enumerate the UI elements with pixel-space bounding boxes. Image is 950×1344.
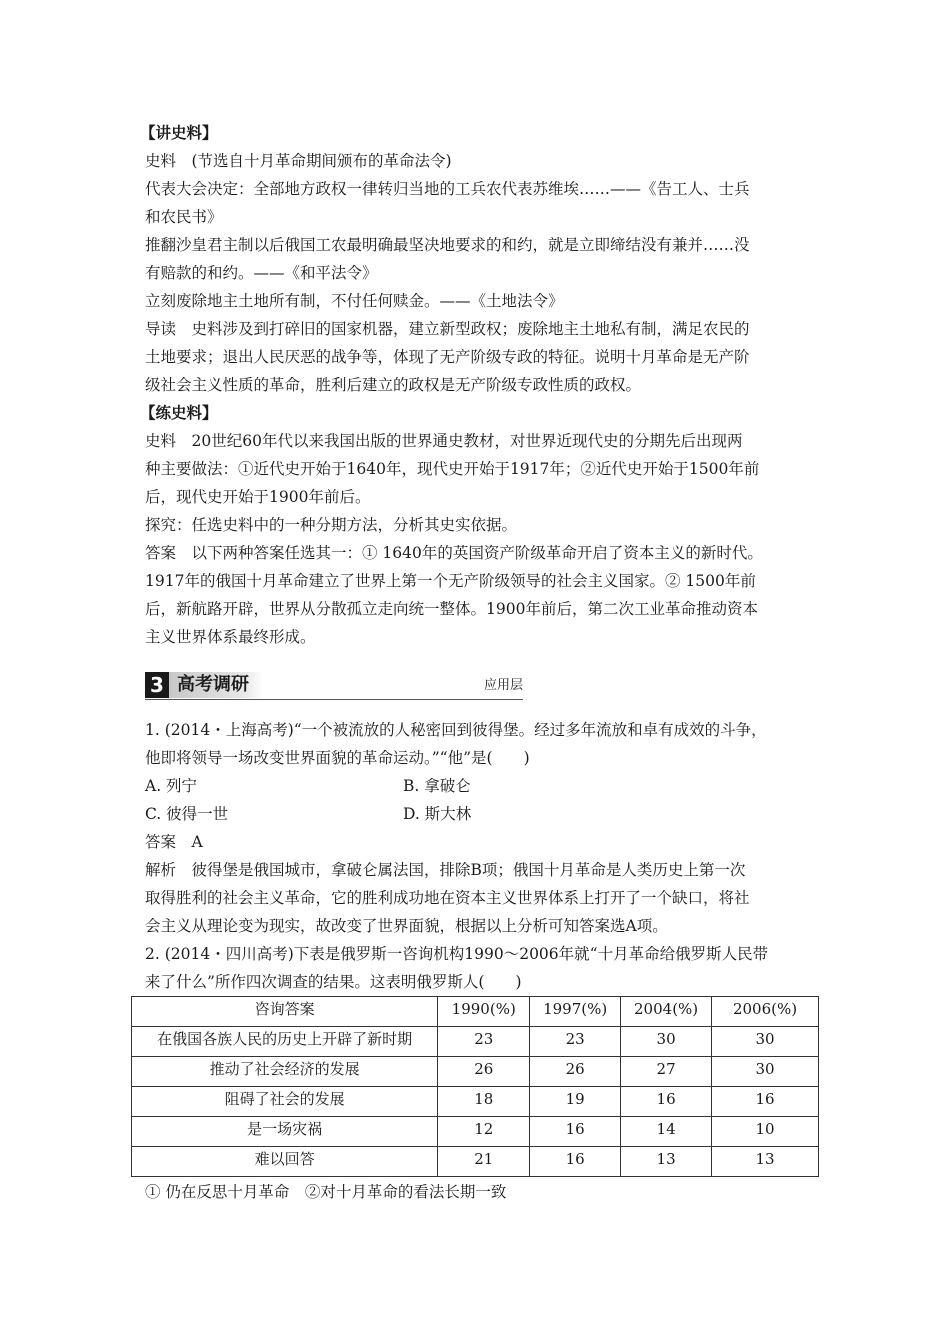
q2-stem-line-1: 2. (2014・四川高考)下表是俄罗斯一咨询机构1990～2006年就“十月革命给俄罗斯人民带: [145, 945, 769, 963]
table-cell: 23: [438, 1027, 530, 1057]
table-header-row: [132, 997, 819, 1027]
section-underline: [145, 699, 523, 700]
q2-footer-options: ① 仍在反思十月革命 ②对十月革命的看法长期一致: [145, 1183, 507, 1201]
table-cell: 16: [530, 1117, 621, 1147]
table-cell: 16: [621, 1087, 712, 1117]
q1-analysis-line-1: 解析 彼得堡是俄国城市，拿破仑属法国，排除B项；俄国十月革命是人类历史上第一次: [145, 861, 746, 879]
table-cell: 30: [712, 1027, 819, 1057]
q1-answer: 答案 A: [145, 833, 203, 851]
table-cell: 在俄国各族人民的历史上开辟了新时期: [132, 1027, 438, 1057]
table-cell: 26: [530, 1057, 621, 1087]
lian-line-4: 探究：任选史料中的一种分期方法，分析其史实依据。: [145, 516, 518, 534]
jiang-line-4: 推翻沙皇君主制以后俄国工农最明确最坚决地要求的和约，就是立即缔结没有兼并……没: [145, 236, 750, 254]
jiang-line-5: 有赔款的和约。——《和平法令》: [145, 264, 378, 282]
section-3-heading: [145, 670, 523, 700]
header-cell: 咨询答案: [132, 997, 438, 1027]
table-cell: 16: [530, 1147, 621, 1177]
section-title: 高考调研: [177, 674, 249, 695]
q1-option-b: B. 拿破仑: [403, 777, 471, 795]
header-cell: 2006(%): [712, 997, 819, 1027]
lian-line-3: 后，现代史开始于1900年前后。: [145, 488, 371, 506]
lian-line-1: 史料 20世纪60年代以来我国出版的世界通史教材，对世界近现代史的分期先后出现两: [145, 432, 743, 450]
q1-option-d: D. 斯大林: [403, 805, 472, 823]
jiang-line-3: 和农民书》: [145, 208, 223, 226]
table-cell: 18: [438, 1087, 530, 1117]
lian-line-2: 种主要做法：①近代史开始于1640年，现代史开始于1917年；②近代史开始于1500年前: [145, 460, 760, 478]
table-row: [132, 1057, 819, 1087]
table-cell: 30: [621, 1027, 712, 1057]
header-cell: 1990(%): [438, 997, 530, 1027]
table-cell: 19: [530, 1087, 621, 1117]
table-cell: 30: [712, 1057, 819, 1087]
table-row: [132, 1087, 819, 1117]
section-number-badge: 3: [145, 672, 169, 698]
jiang-line-2: 代表大会决定：全部地方政权一律转归当地的工兵农代表苏维埃……——《告工人、士兵: [145, 180, 750, 198]
q1-stem-line-1: 1. (2014・上海高考)“一个被流放的人秘密回到彼得堡。经过多年流放和卓有成效的斗争，: [145, 721, 767, 739]
table-cell: 10: [712, 1117, 819, 1147]
table-cell: 16: [712, 1087, 819, 1117]
table-cell: 21: [438, 1147, 530, 1177]
jiang-line-6: 立刻废除地主土地所有制，不付任何赎金。——《土地法令》: [145, 292, 564, 310]
table-cell: 是一场灾祸: [132, 1117, 438, 1147]
table-cell: 难以回答: [132, 1147, 438, 1177]
table-row: [132, 1147, 819, 1177]
lian-line-6: 1917年的俄国十月革命建立了世界上第一个无产阶级领导的社会主义国家。② 1500年前: [145, 572, 756, 590]
table-cell: 13: [712, 1147, 819, 1177]
q1-option-a: A. 列宁: [145, 777, 198, 795]
table-cell: 12: [438, 1117, 530, 1147]
q2-stem-line-2: 来了什么”所作四次调查的结果。这表明俄罗斯人( ): [145, 973, 522, 991]
table-row: [132, 1117, 819, 1147]
jiang-header: 【讲史料】: [140, 123, 218, 142]
table-cell: 26: [438, 1057, 530, 1087]
table-cell: 14: [621, 1117, 712, 1147]
jiang-line-8: 土地要求；退出人民厌恶的战争等，体现了无产阶级专政的特征。说明十月革命是无产阶: [145, 348, 750, 366]
table-cell: 阻碍了社会的发展: [132, 1087, 438, 1117]
table-cell: 23: [530, 1027, 621, 1057]
lian-header: 【练史料】: [140, 403, 218, 422]
section-level-label: 应用层: [483, 678, 523, 693]
table-cell: 推动了社会经济的发展: [132, 1057, 438, 1087]
table-row: [132, 1027, 819, 1057]
lian-line-8: 主义世界体系最终形成。: [145, 628, 316, 646]
header-cell: 2004(%): [621, 997, 712, 1027]
lian-line-7: 后，新航路开辟，世界从分散孤立走向统一整体。1900年前后，第二次工业革命推动资本: [145, 600, 758, 618]
table-cell: 13: [621, 1147, 712, 1177]
table-cell: 27: [621, 1057, 712, 1087]
q1-option-c: C. 彼得一世: [145, 805, 229, 823]
lian-line-5: 答案 以下两种答案任选其一：① 1640年的英国资产阶级革命开启了资本主义的新时代。: [145, 544, 763, 562]
q1-analysis-line-3: 会主义从理论变为现实，故改变了世界面貌，根据以上分析可知答案选A项。: [145, 917, 668, 935]
jiang-line-9: 级社会主义性质的革命，胜利后建立的政权是无产阶级专政性质的政权。: [145, 376, 642, 394]
q1-analysis-line-2: 取得胜利的社会主义革命，它的胜利成功地在资本主义世界体系上打开了一个缺口，将社: [145, 889, 750, 907]
survey-table: [131, 996, 819, 1177]
jiang-line-7: 导读 史料涉及到打碎旧的国家机器，建立新型政权；废除地主土地私有制，满足农民的: [145, 320, 750, 338]
q1-stem-line-2: 他即将领导一场改变世界面貌的革命运动。”“他”是( ): [145, 749, 530, 767]
jiang-line-1: 史料 (节选自十月革命期间颁布的革命法令): [145, 152, 452, 170]
header-cell: 1997(%): [530, 997, 621, 1027]
